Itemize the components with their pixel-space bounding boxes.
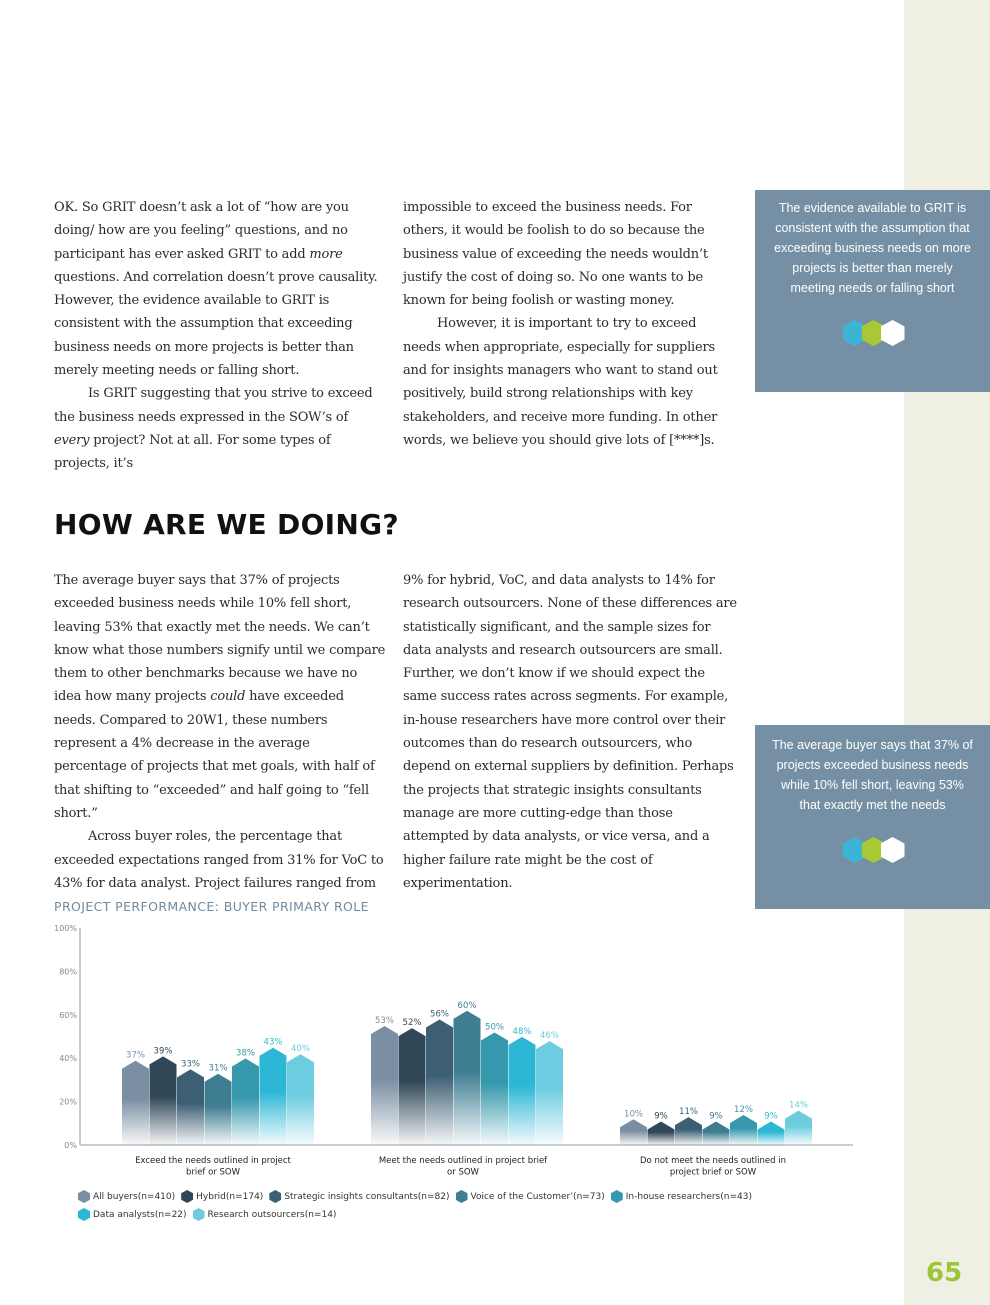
legend-hexagon-icon [456,1190,468,1203]
data-label: 9% [709,1111,723,1122]
legend-item [193,1208,337,1221]
paragraph-text: project? Not at all. For some types of projects, it’s [54,432,331,472]
y-tick-label: 100% [54,924,77,933]
legend-label: All buyers(n=410) [93,1191,176,1202]
category-label: Do not meet the needs outlined in [640,1156,786,1166]
intro-column-2 [403,196,737,452]
y-tick-label: 80% [59,967,77,977]
bar [150,1056,177,1145]
data-label: 38% [236,1048,255,1059]
legend-item [611,1190,752,1203]
data-label: 50% [485,1022,504,1033]
bar [426,1019,453,1145]
chart-legend [78,1190,778,1226]
data-label: 56% [430,1009,449,1020]
data-label: 39% [153,1046,173,1057]
data-label: 14% [789,1100,808,1111]
paragraph-text: 9% for hybrid, VoC, and data analysts to 14% for research outsourcers. None of these differences are statistically significant, and the sample sizes for data analysts and research outsourcers are small. Further, we don’t know if we should expect the same success rates across segments. For example, in-house researchers have more control over their outcomes than do research outsourcers, who depend on external suppliers by definition. Perhaps the projects that strategic insights consultants manage are more cutting-edge than those attempted by data analysts, or vice versa, and a higher failure rate might be the cost of experimentation. [403,573,737,891]
pull-quote-2 [755,725,990,909]
y-tick-label: 60% [59,1010,77,1020]
bar [509,1037,536,1145]
y-tick-label: 40% [59,1054,77,1064]
emphasis: more [309,246,343,262]
paragraph-text: questions. And correlation doesn’t prove causality. However, the evidence available to GRIT is consistent with the assumption that exceeding business needs on more projects is better than merely meeting needs or falling short. [54,269,378,379]
hexagon-icon-group [843,320,903,346]
data-label: 11% [679,1107,698,1118]
paragraph-text: Is GRIT suggesting that you strive to exceed the business needs expressed in the SOW’s of [54,386,373,425]
paragraph [54,825,386,895]
data-label: 10% [624,1109,643,1120]
legend-label: In-house researchers(n=43) [625,1191,752,1202]
data-label: 46% [540,1031,559,1042]
y-tick-label: 0% [64,1141,77,1150]
legend-hexagon-icon [78,1208,90,1221]
bar [260,1048,287,1145]
data-label: 37% [126,1050,145,1061]
bar [703,1121,730,1145]
paragraph [403,569,737,895]
y-tick-label: 20% [59,1097,77,1107]
legend-item [78,1190,175,1203]
category-label: or SOW [447,1167,479,1178]
category-label: Meet the needs outlined in project brief [378,1156,548,1166]
bar [232,1059,259,1145]
legend-item [269,1190,449,1203]
legend-item [78,1208,187,1221]
bar [730,1115,757,1145]
paragraph-text: However, it is important to try to exceed needs when appropriate, especially for suppliers and for insights managers who want to stand out positively, build strong relationships with key stakeholders, and receive more funding. In other words, we believe you should give lots of [****]s. [403,316,718,448]
legend-hexagon-icon [193,1208,205,1221]
bar [785,1111,812,1145]
hexagon-icon-group [843,837,903,863]
bar [454,1011,481,1145]
bar [371,1026,398,1145]
emphasis: could [210,689,246,705]
hexagon-icon [881,320,905,346]
data-label: 52% [402,1018,422,1029]
bar [177,1069,204,1145]
chart-title: PROJECT PERFORMANCE: BUYER PRIMARY ROLE [54,899,369,914]
data-label: 9% [764,1111,778,1122]
emphasis: every [54,432,90,448]
bar [287,1054,314,1145]
data-label: 9% [654,1111,668,1122]
data-label: 43% [263,1037,283,1048]
paragraph [54,196,386,382]
category-label: brief or SOW [185,1167,241,1178]
legend-hexagon-icon [269,1190,281,1203]
legend-label: Hybrid(n=174) [196,1191,264,1202]
legend-label: Research outsourcers(n=14) [207,1209,337,1220]
paragraph-text: have exceeded needs. Compared to 20W1, these numbers represent a 4% decrease in the average percentage of projects that met goals, with half of that shifting to “exceeded” and half going to “fell short.” [54,689,375,821]
legend-label: Voice of the Customer’(n=73) [470,1191,605,1202]
pull-quote-1 [755,190,990,392]
paragraph [54,382,386,475]
category-label: Exceed the needs outlined in project [135,1156,291,1166]
intro-column-1 [54,196,386,476]
bar [481,1033,508,1146]
pull-quote-text: The average buyer says that 37% of projects exceeded business needs while 10% fell short, leaving 53% that exactly met the needs [772,738,973,812]
data-label: 40% [291,1044,310,1055]
paragraph [403,196,737,312]
paragraph-text: The average buyer says that 37% of projects exceeded business needs while 10% fell short, leaving 53% that exactly met the needs. We can’t know what those numbers signify until we compare them to other benchmarks because we have no idea how many projects [54,573,386,705]
bar-chart [0,915,880,1190]
paragraph [54,569,386,825]
bar [620,1119,647,1145]
bar [648,1121,675,1145]
legend-hexagon-icon [78,1190,90,1203]
bar [205,1074,232,1145]
section-heading: HOW ARE WE DOING? [54,508,399,541]
section-column-2 [403,569,737,895]
paragraph [403,312,737,452]
legend-label: Strategic insights consultants(n=82) [284,1191,450,1202]
section-column-1 [54,569,386,895]
legend-label: Data analysts(n=22) [93,1209,187,1220]
legend-item [181,1190,263,1203]
data-label: 60% [457,1000,477,1011]
data-label: 12% [734,1104,753,1115]
category-label: project brief or SOW [669,1167,757,1178]
legend-hexagon-icon [181,1190,193,1203]
legend-item [456,1190,605,1203]
data-label: 48% [512,1026,532,1037]
bar [399,1028,426,1145]
paragraph-text: Across buyer roles, the percentage that exceeded expectations ranged from 31% for VoC to 43% for data analyst. Project failures ranged from [54,829,384,891]
data-label: 31% [208,1063,228,1074]
paragraph-text: OK. So GRIT doesn’t ask a lot of “how are you doing/ how are you feeling” questions, and no participant has ever asked GRIT to add [54,200,349,262]
page-number: 65 [926,1258,963,1288]
pull-quote-text: The evidence available to GRIT is consistent with the assumption that exceeding business needs on more projects is better than merely meeting needs or falling short [774,201,971,295]
paragraph-text: impossible to exceed the business needs. For others, it would be foolish to do so because the business value of exceeding the needs wouldn’t justify the cost of doing so. No one wants to be known for being foolish or wasting money. [403,200,708,309]
legend-hexagon-icon [611,1190,623,1203]
data-label: 33% [181,1059,200,1070]
hexagon-icon [881,837,905,863]
bar [675,1117,702,1145]
bar [758,1121,785,1145]
data-label: 53% [375,1015,394,1026]
bar [122,1061,149,1145]
bar [536,1041,563,1145]
